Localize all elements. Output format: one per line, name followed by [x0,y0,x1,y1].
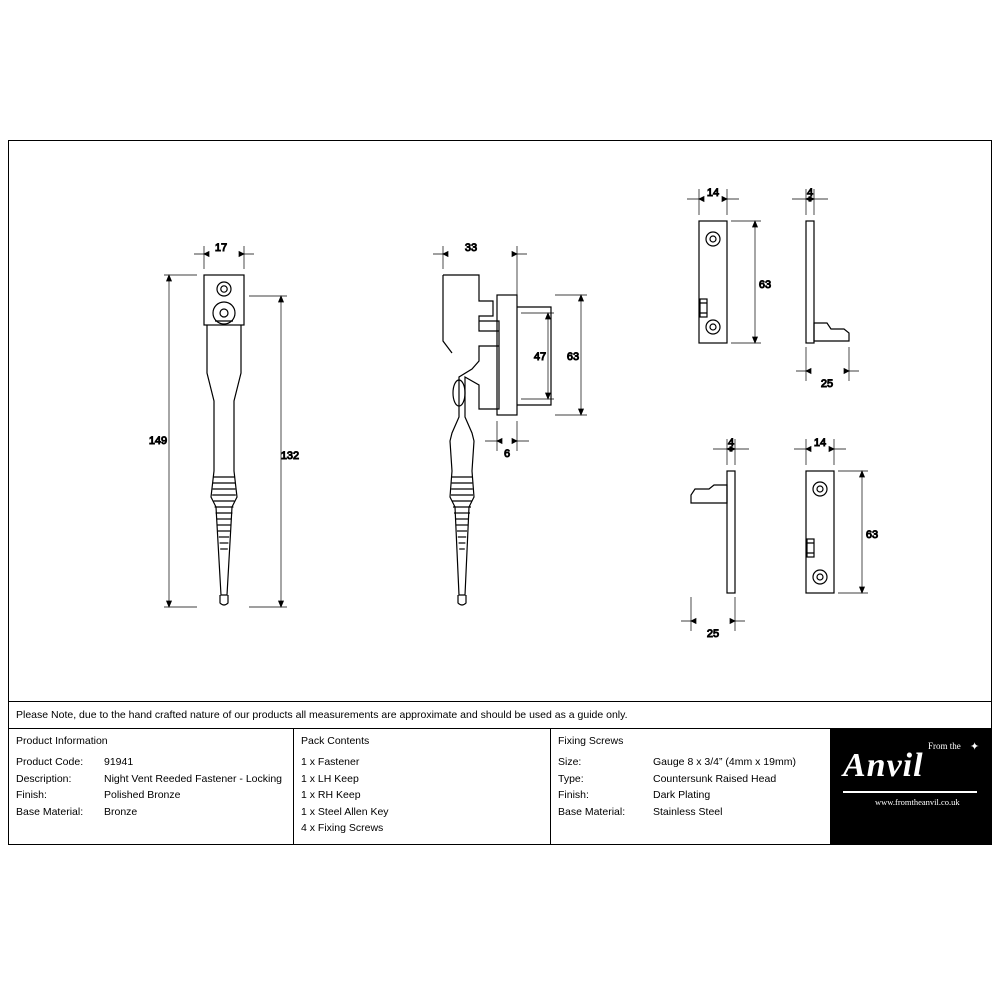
star-icon: ✦ [970,741,980,753]
from-the-anvil-logo [831,729,991,845]
screw-type-label: Type: [558,772,584,785]
list-item: 1 x Steel Allen Key [301,805,389,818]
table-row [16,804,285,821]
dim-keep-top-side-thickness: 4 [806,187,814,199]
table-row [558,787,822,804]
description-value: Night Vent Reeded Fastener - Locking [104,772,283,785]
logo-brand-text: Anvil [843,747,924,784]
keep-top-front-view [699,221,727,343]
drawing-area [9,141,991,701]
screw-type-value: Countersunk Raised Head [653,772,777,785]
front-view-dimensions [164,246,287,607]
dim-front-overall-height: 149 [148,435,168,447]
pack-contents-heading: Pack Contents [301,735,370,747]
info-tables [9,728,991,844]
dim-side-thickness: 6 [503,448,511,460]
finish-value: Polished Bronze [104,789,181,801]
finish-label: Finish: [16,789,47,801]
table-row [16,787,285,804]
keep-top-front-dimensions [687,189,761,343]
dim-keep-bottom-side-depth: 25 [706,628,720,640]
list-item: 1 x LH Keep [301,772,359,785]
logo-from-the-text: From the [928,741,961,751]
table-row [558,804,822,821]
logo-divider [843,791,977,793]
product-information-column [9,729,294,844]
dim-keep-bottom-side-thickness: 4 [727,437,735,449]
keep-top-side-view [806,221,849,343]
product-code-value: 91941 [104,756,134,768]
product-information-heading: Product Information [16,735,108,747]
base-material-label: Base Material: [16,805,84,818]
technical-drawing-sheet [8,140,992,845]
dim-keep-top-height: 63 [758,279,772,291]
keep-bottom-side-view [691,471,735,593]
description-label: Description: [16,772,72,785]
product-drawing-svg [9,141,991,701]
keep-bottom-front-view [806,471,834,593]
dim-keep-top-side-depth: 25 [820,378,834,390]
fixing-screws-column [551,729,831,844]
table-row [16,771,285,788]
dim-side-plate-height: 63 [566,351,580,363]
list-item: 1 x RH Keep [301,789,361,801]
measurement-note: Please Note, due to the hand crafted nature of our products all measurements are approximate and should be used as a guide only. [9,701,991,728]
keep-bottom-side-dimensions [681,439,749,631]
pack-contents-column [294,729,551,844]
dim-keep-bottom-width: 14 [813,437,827,449]
logo-url: www.fromtheanvil.co.uk [875,797,960,807]
base-material-value: Bronze [104,805,138,818]
screw-size-label: Size: [558,756,582,768]
list-item: 4 x Fixing Screws [301,822,384,834]
screw-finish-value: Dark Plating [653,789,711,801]
side-view-dimensions [433,246,587,451]
dim-side-width: 33 [464,242,478,254]
fixing-screws-heading: Fixing Screws [558,735,624,747]
dim-front-body-height: 132 [280,450,300,462]
dim-side-inner-height: 47 [533,351,547,363]
table-row [558,754,822,771]
screw-base-material-value: Stainless Steel [653,805,723,818]
keep-bottom-front-dimensions [794,439,868,593]
list-item: 1 x Fastener [301,756,360,768]
screw-size-value: Gauge 8 x 3/4” (4mm x 19mm) [653,756,796,768]
brand-logo-column [831,729,991,844]
front-view [204,275,244,605]
table-row [558,771,822,788]
table-row [16,754,285,771]
keep-top-side-dimensions [792,189,859,381]
dim-front-width: 17 [214,242,228,254]
product-code-label: Product Code: [16,756,84,768]
dim-keep-top-width: 14 [706,187,720,199]
dim-keep-bottom-height: 63 [865,529,879,541]
screw-finish-label: Finish: [558,789,589,801]
screw-base-material-label: Base Material: [558,805,626,818]
